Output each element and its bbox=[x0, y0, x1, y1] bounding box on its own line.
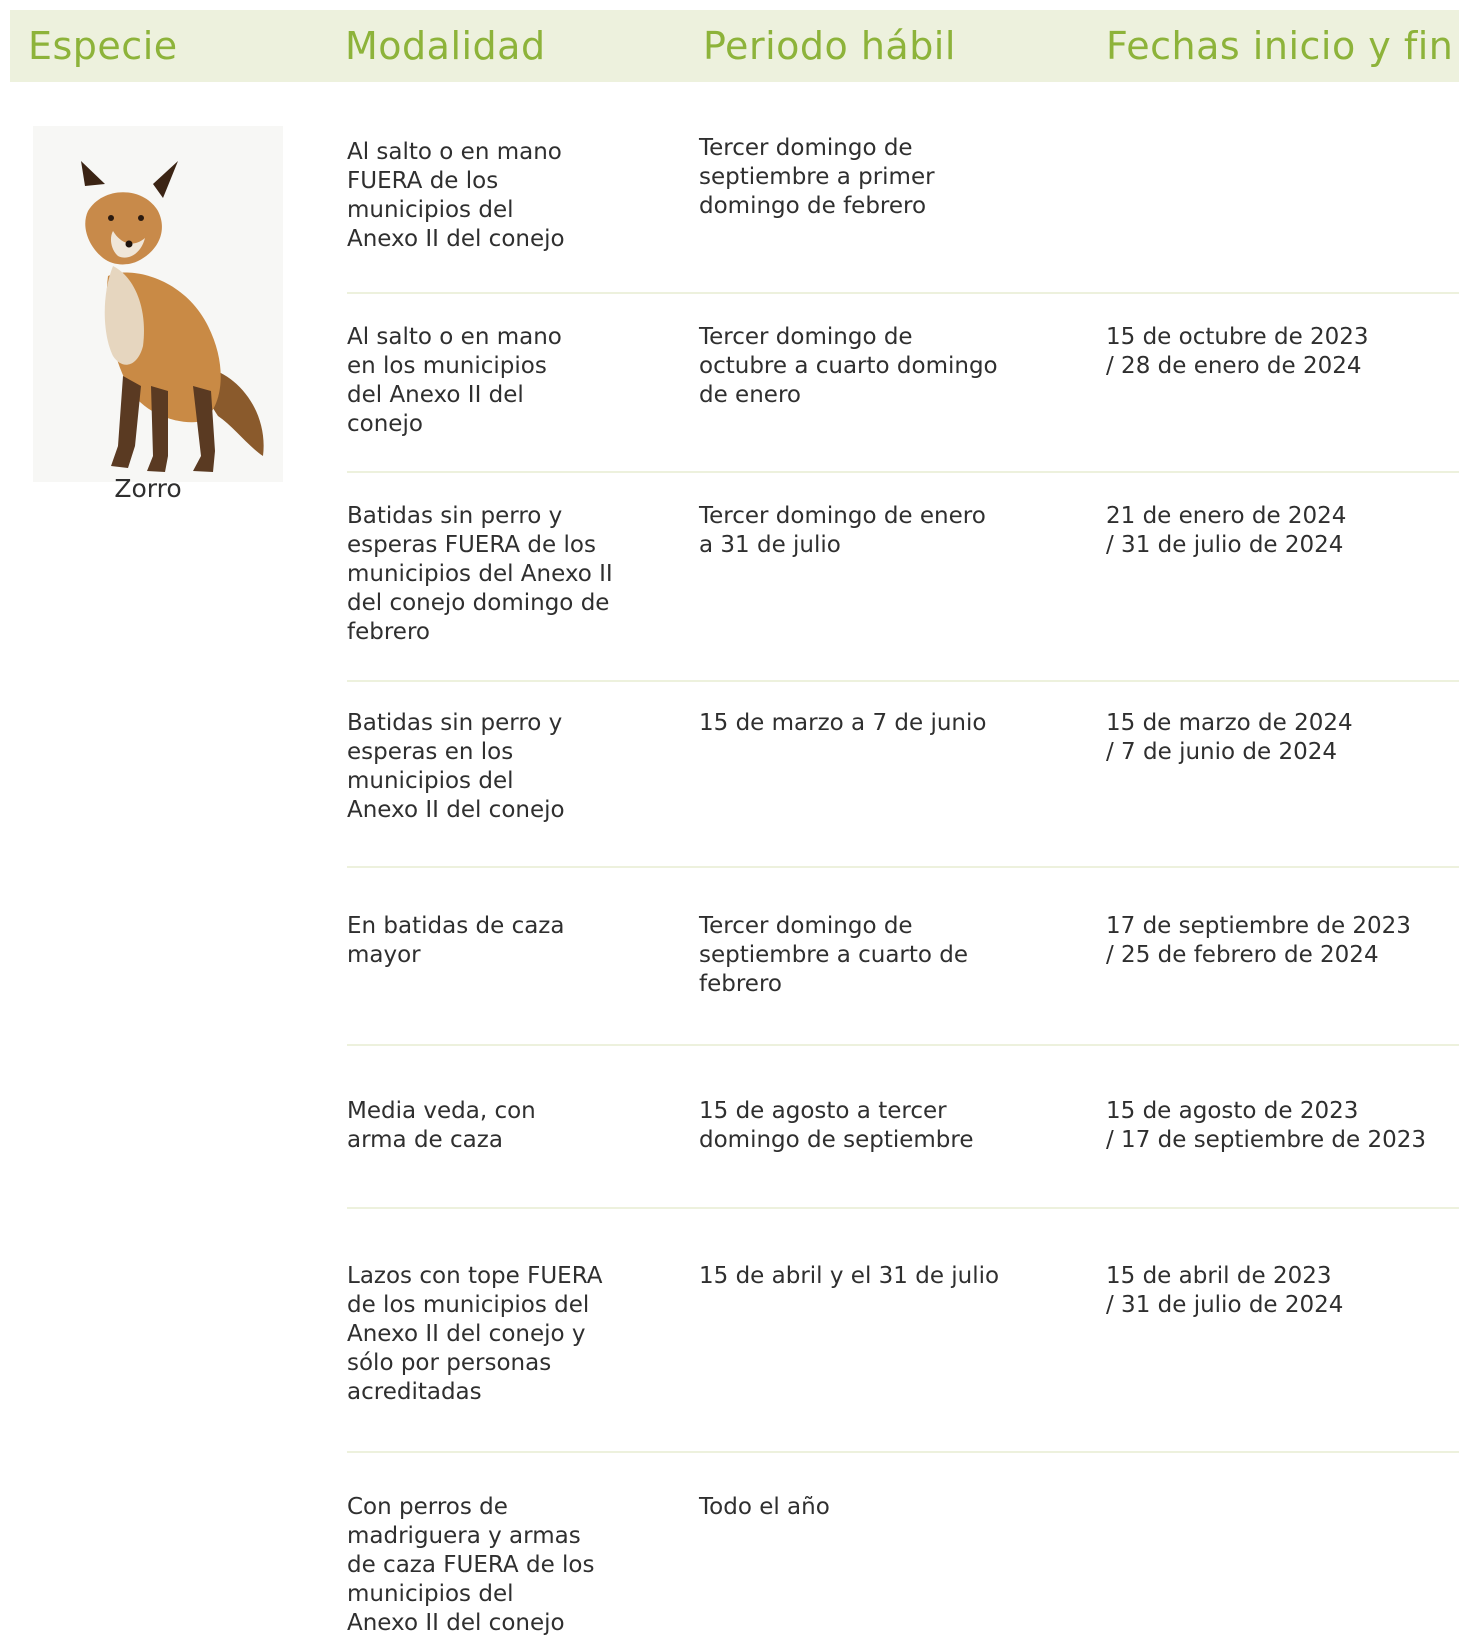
row4-mode: Batidas sin perro y esperas en los municipios del Anexo II del conejo bbox=[347, 710, 565, 823]
row5-dates: 17 de septiembre de 2023 / 25 de febrero de 2024 bbox=[1106, 913, 1411, 968]
row-divider bbox=[347, 1207, 1459, 1209]
row-divider bbox=[347, 471, 1459, 473]
table-header bbox=[10, 10, 1459, 82]
row7-period: 15 de abril y el 31 de julio bbox=[699, 1263, 1000, 1289]
row3-dates: 21 de enero de 2024 / 31 de julio de 2024 bbox=[1106, 503, 1347, 558]
row1-mode: Al salto o en mano FUERA de los municipios del Anexo II del conejo bbox=[347, 139, 565, 252]
row8-mode: Con perros de madriguera y armas de caza FUERA de los municipios del Anexo II del conejo bbox=[347, 1494, 595, 1636]
row-divider bbox=[347, 1451, 1459, 1453]
row-divider bbox=[347, 292, 1459, 294]
row-divider bbox=[347, 1044, 1459, 1046]
header-mode: Modalidad bbox=[345, 24, 546, 68]
row6-dates: 15 de agosto de 2023 / 17 de septiembre de 2023 bbox=[1106, 1098, 1427, 1153]
row8-period: Todo el año bbox=[699, 1494, 830, 1520]
row2-period: Tercer domingo de octubre a cuarto domingo de enero bbox=[699, 324, 998, 408]
row2-mode: Al salto o en mano en los municipios del Anexo II del conejo bbox=[347, 324, 562, 437]
row4-dates: 15 de marzo de 2024 / 7 de junio de 2024 bbox=[1106, 710, 1353, 765]
row1-period: Tercer domingo de septiembre a primer domingo de febrero bbox=[699, 135, 935, 219]
header-dates: Fechas inicio y fin bbox=[1106, 24, 1454, 68]
row5-period: Tercer domingo de septiembre a cuarto de febrero bbox=[699, 913, 969, 997]
row-divider bbox=[347, 680, 1459, 682]
row6-mode: Media veda, con arma de caza bbox=[347, 1098, 536, 1153]
row4-period: 15 de marzo a 7 de junio bbox=[699, 710, 987, 736]
row3-period: Tercer domingo de enero a 31 de julio bbox=[699, 503, 986, 558]
row6-period: 15 de agosto a tercer domingo de septiembre bbox=[699, 1098, 974, 1153]
row7-dates: 15 de abril de 2023 / 31 de julio de 2024 bbox=[1106, 1263, 1344, 1318]
row5-mode: En batidas de caza mayor bbox=[347, 913, 565, 968]
species-name: Zorro bbox=[114, 474, 182, 503]
row-divider bbox=[347, 866, 1459, 868]
header-species: Especie bbox=[28, 24, 178, 68]
header-period: Periodo hábil bbox=[703, 24, 956, 68]
row3-mode: Batidas sin perro y esperas FUERA de los municipios del Anexo II del conejo domingo de febrero bbox=[347, 503, 613, 645]
row2-dates: 15 de octubre de 2023 / 28 de enero de 2024 bbox=[1106, 324, 1369, 379]
row7-mode: Lazos con tope FUERA de los municipios del Anexo II del conejo y sólo por personas acreditadas bbox=[347, 1263, 603, 1405]
fox-photo bbox=[33, 126, 283, 482]
